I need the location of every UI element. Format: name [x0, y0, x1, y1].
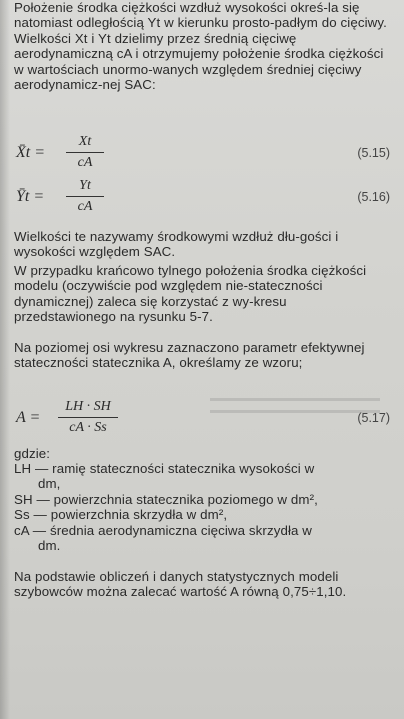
- paragraph-sac: Wielkości te nazywamy środkowymi wzdłuż dłu-gości i wysokości względem SAC.: [14, 229, 339, 260]
- definition-continuation: dm,: [38, 476, 61, 492]
- definition-continuation: dm.: [38, 538, 61, 554]
- definitions-list: [14, 461, 390, 553]
- equation-number: (5.16): [357, 190, 390, 204]
- equation-lhs: A =: [16, 409, 41, 426]
- definition-text: SH — powierzchnia statecznika poziomego w dm²,: [14, 491, 318, 507]
- equation-number: (5.15): [357, 146, 390, 160]
- definition-text: cA — średnia aerodynamiczna cięciwa skrzydła w: [14, 522, 312, 538]
- paragraph-parameter: Na poziomej osi wykresu zaznaczono parametr efektywnej stateczności statecznika A, określamy ze wzoru;: [14, 340, 365, 371]
- fraction-denominator: cA: [77, 199, 93, 214]
- equation-lhs: Ȳt =: [16, 188, 45, 205]
- fraction-denominator: cA: [77, 155, 93, 170]
- equation-fraction: [66, 178, 104, 215]
- equation-fraction: [66, 134, 104, 171]
- definition-text: LH — ramię stateczności statecznika wysokości w: [14, 461, 315, 476]
- equation-lhs: X̄t =: [16, 144, 46, 161]
- fraction-numerator: Yt: [66, 178, 104, 197]
- equation-5-17: [14, 399, 390, 443]
- intro-paragraph: Położenie środka ciężkości wzdłuż wysokości okreś-la się natomiast odległością Yt w kierunku prosto-padłym do cięciwy. Wielkości Xt i Yt dzielimy przez średnią cięciwę aerodynamiczną cA i otrzymujemy położenie środka ciężkości w wartościach unormo-wanych względem średniej cięciwy aerodynamicz-nej SAC:: [14, 0, 387, 93]
- paragraph-figure-reference: W przypadku krańcowo tylnego położenia środka ciężkości modelu (oczywiście pod względem nie-stateczności dynamicznej) zaleca się korzystać z wy-kresu przedstawionego na rysunku 5-7.: [14, 263, 367, 325]
- bleed-through-line: [210, 410, 380, 413]
- definition-item: [14, 507, 390, 522]
- equation-number: (5.17): [357, 411, 390, 425]
- definition-item: [14, 461, 390, 492]
- fraction-denominator: cA · Ss: [69, 420, 107, 435]
- definition-item: [14, 492, 390, 507]
- where-label: gdzie:: [14, 446, 51, 461]
- closing-paragraph: Na podstawie obliczeń i danych statystycznych modeli szybowców można zalecać wartość A równą 0,75÷1,10.: [14, 569, 347, 600]
- equation-5-16: [14, 178, 390, 222]
- equation-fraction: [58, 399, 118, 436]
- equation-5-15: [14, 134, 390, 178]
- definition-text: Ss — powierzchnia skrzydła w dm²,: [14, 507, 228, 523]
- bleed-through-line: [210, 398, 380, 401]
- fraction-numerator: LH · SH: [58, 399, 118, 418]
- page-gutter-shadow: [0, 0, 10, 719]
- definition-item: [14, 523, 390, 554]
- fraction-numerator: Xt: [66, 134, 104, 153]
